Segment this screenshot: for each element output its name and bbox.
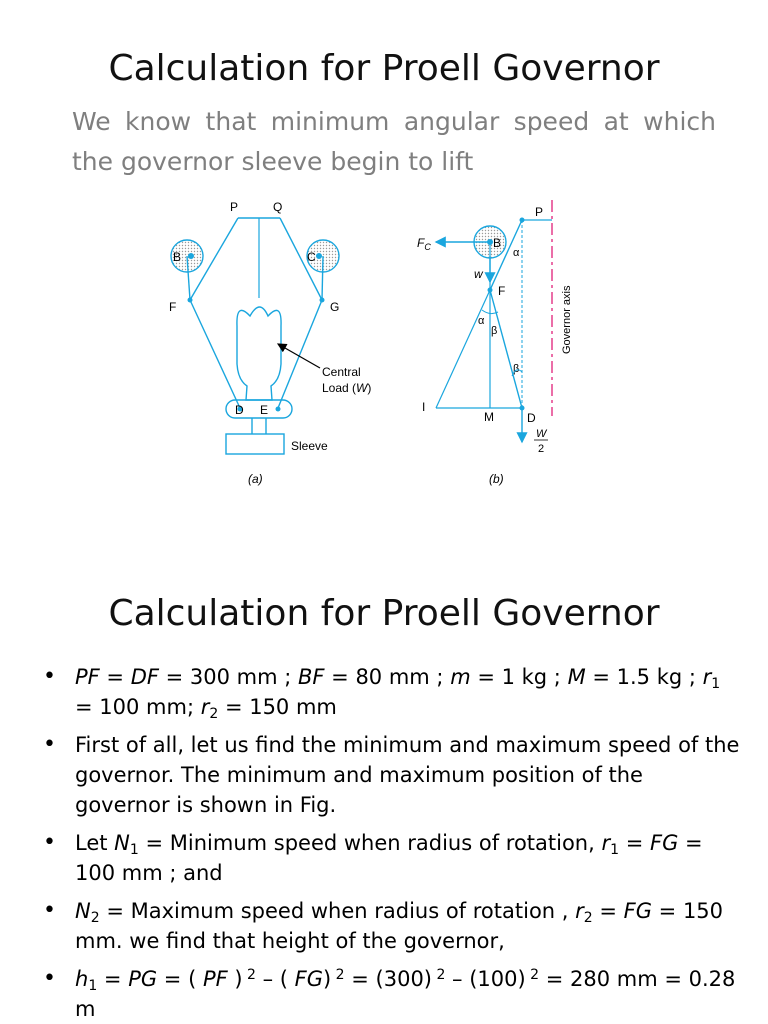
bullet-text-part: 2 — [525, 967, 540, 983]
bullet-text-part: = 100 mm; — [75, 695, 201, 719]
bullet-text-part: N — [114, 831, 130, 855]
label-d-b: D — [527, 411, 536, 425]
joint-e — [276, 407, 281, 412]
label-sleeve: Sleeve — [291, 439, 328, 453]
bullet-text-part: FG — [294, 967, 324, 991]
bullet-text-part: 2 — [331, 967, 345, 983]
slide-2 — [0, 590, 768, 1024]
bullet-item — [40, 828, 740, 888]
lower-arm-left — [190, 300, 240, 408]
bullet-text-part: m — [450, 665, 471, 689]
bullet-item — [40, 896, 740, 956]
label-f-b: F — [498, 284, 506, 298]
bullet-text-part: 1 — [88, 978, 98, 994]
label-i-b: I — [422, 400, 426, 414]
bullet-text-part: = 150 mm — [218, 695, 337, 719]
label-w-half-den: 2 — [538, 443, 545, 455]
ball-c-extension — [322, 256, 323, 300]
bullet-text-part: M — [567, 665, 586, 689]
label-d-a: D — [235, 403, 244, 417]
label-c-a: C — [307, 250, 316, 264]
bullet-list — [40, 662, 740, 1024]
bullet-text-part: 2 — [209, 706, 219, 722]
bullet-text-part: – (100) — [445, 967, 526, 991]
bullet-text-part: = 300 mm ; — [158, 665, 298, 689]
label-p-b: P — [535, 205, 544, 219]
label-alpha-mid: α — [478, 315, 485, 327]
lower-link-b — [490, 290, 522, 408]
slide-1-intro-text: We know that minimum angular speed at which the governor sleeve begin to lift — [72, 107, 716, 176]
bullet-text-part: N — [75, 899, 91, 923]
bullet-text-part: = 150 mm. we find that height of the governor, — [75, 899, 724, 953]
ball-c-center — [316, 253, 322, 259]
bullet-text-part: = 1 kg ; — [470, 665, 568, 689]
lower-arm-right — [278, 300, 322, 408]
bullet-text-part: r — [601, 831, 611, 855]
bullet-text-part: r — [575, 899, 584, 923]
label-central: Central — [322, 365, 361, 379]
bullet-text-part: First of all, let us find the minimum and maximum speed of the governor. The minimum and maximum position of the governor is shown in Fig. — [75, 733, 740, 817]
bullet-text-part: 2 — [242, 967, 256, 983]
label-w-half-num: W — [536, 428, 547, 440]
bullet-text-part: FG — [649, 831, 679, 855]
bullet-text-part: = 80 mm ; — [324, 665, 451, 689]
slide-2-title: Calculation for Proell Governor — [108, 593, 660, 634]
instantaneous-line — [436, 290, 490, 408]
bullet-text-part: DF — [130, 665, 159, 689]
bullet-text-part: PF — [202, 967, 228, 991]
bullet-text-part: 2 — [432, 967, 446, 983]
bullet-text-part: Let — [75, 831, 115, 855]
bullet-item — [40, 964, 740, 1024]
label-m-b: M — [484, 410, 494, 424]
bullet-text-part: h — [75, 967, 89, 991]
slide-1-title: Calculation for Proell Governor — [108, 48, 660, 89]
bullet-text-part: = 280 mm = 0.28 m — [75, 967, 736, 1021]
label-e-a: E — [260, 403, 269, 417]
label-load: Load (W) — [322, 381, 372, 395]
bullet-text-part: = (300) — [344, 967, 432, 991]
bullet-text-part: = Minimum speed when radius of rotation, — [138, 831, 602, 855]
governor-axis-label: Governor axis — [561, 285, 573, 354]
bullet-text-part: = 100 mm ; and — [75, 831, 703, 885]
label-f-a: F — [169, 300, 177, 314]
label-fc: $F_C$ — [417, 236, 431, 252]
bullet-text-part: = 1.5 kg ; — [585, 665, 703, 689]
bullet-text-part: – ( — [255, 967, 295, 991]
bullet-text-part: BF — [298, 665, 325, 689]
bullet-text-part: PG — [128, 967, 158, 991]
proell-governor-figure — [160, 196, 580, 496]
label-b-a: B — [173, 250, 182, 264]
ball-b-center — [188, 253, 194, 259]
bullet-text-part: = — [592, 899, 624, 923]
label-g-a: G — [330, 300, 340, 314]
bullet-text-part: 1 — [711, 676, 721, 692]
central-load — [237, 307, 281, 400]
bullet-text-part: r — [702, 665, 712, 689]
bullet-text-part: FG — [623, 899, 652, 923]
label-beta-low: β — [513, 363, 520, 375]
sleeve-block — [226, 434, 284, 454]
caption-a: (a) — [248, 472, 263, 486]
bullet-text-part: 1 — [610, 842, 620, 858]
bullet-text-part: 2 — [583, 910, 593, 926]
bullet-text-part: ) — [227, 967, 243, 991]
bullet-text-part: = — [619, 831, 650, 855]
joint-f-b — [488, 288, 493, 293]
bullet-text-part: = — [97, 967, 129, 991]
label-w-b: w — [474, 267, 483, 281]
bullet-item — [40, 662, 740, 722]
bullet-text-part: PF — [75, 665, 100, 689]
bullet-text-part: r — [200, 695, 210, 719]
label-b-b: B — [493, 236, 502, 250]
figure-b — [417, 200, 573, 486]
bullet-item — [40, 730, 740, 820]
bullet-text-part: 2 — [90, 910, 100, 926]
bullet-text-part: = ( — [157, 967, 203, 991]
figure-a — [169, 200, 371, 486]
bullet-text-part: = Maximum speed when radius of rotation , — [99, 899, 576, 923]
caption-b: (b) — [489, 472, 504, 486]
label-q-a: Q — [273, 200, 283, 214]
central-load-pointer — [278, 344, 320, 368]
label-beta-mid: β — [491, 325, 498, 337]
label-alpha-top: α — [513, 247, 520, 259]
bullet-text-part: ) — [323, 967, 332, 991]
bullet-text-part: = — [99, 665, 131, 689]
label-p-a: P — [230, 200, 239, 214]
bullet-text-part: 1 — [129, 842, 139, 858]
